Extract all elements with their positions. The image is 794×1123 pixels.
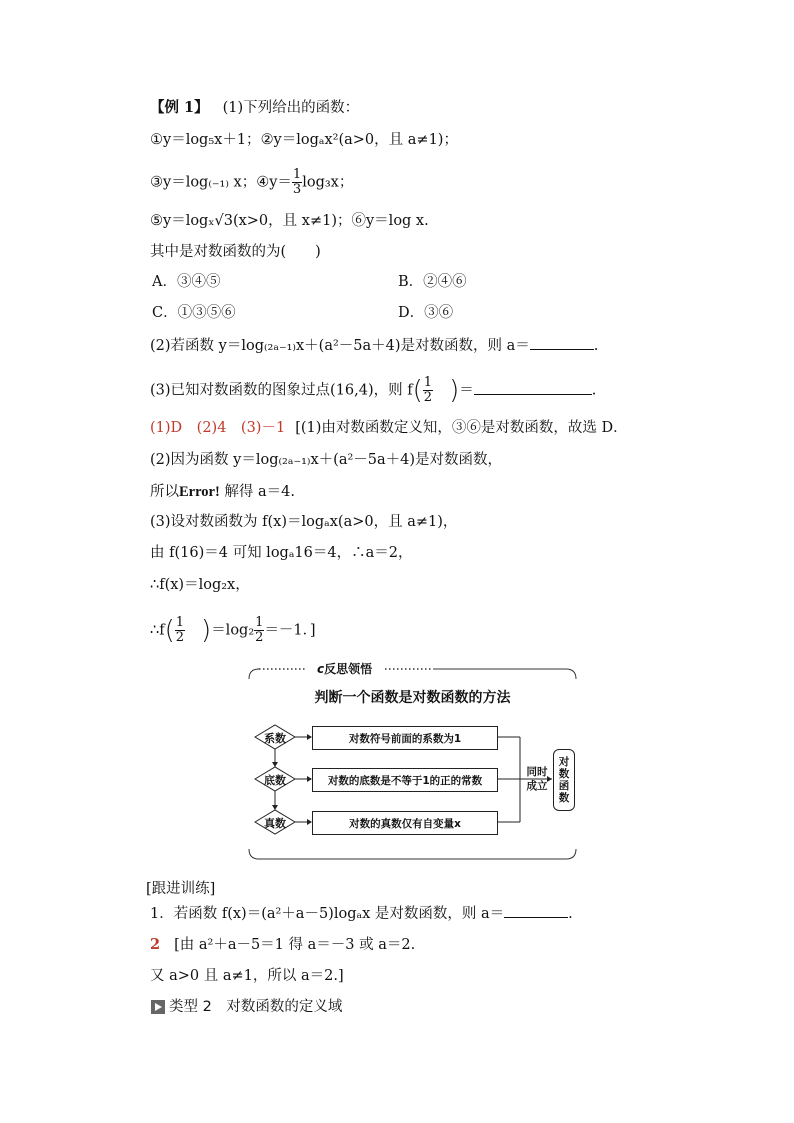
- q1-intro: (1)下列给出的函数：: [222, 100, 360, 116]
- functions-line-2: [150, 168, 353, 197]
- rule-argument: 对数的真数仅有自变量x: [312, 811, 498, 835]
- answer-line-2: (2)因为函数 y＝log₍₂ₐ₋₁₎x＋(a²－5a＋4)是对数函数，: [150, 452, 503, 468]
- section-type-2: [151, 997, 342, 1017]
- practice-answer-2: 又 a>0 且 a≠1，所以 a＝2.]: [150, 968, 344, 984]
- example-intro-line: [150, 98, 359, 118]
- answer-line-4: (3)设对数函数为 f(x)＝logₐx(a>0，且 a≠1)，: [150, 514, 458, 530]
- play-icon: [151, 1000, 165, 1014]
- function-4-suffix: log₃x；: [302, 174, 354, 191]
- answer-line-5: 由 f(16)＝4 可知 logₐ16＝4，∴a＝2，: [150, 545, 413, 561]
- answer-blank-q2: [530, 335, 594, 350]
- question-3: (3)已知对数函数的图象过点(16,4)，则 f( $\frac{1}{2}$ )＝ .: [150, 375, 597, 406]
- method-box-tag: c反思领悟: [313, 660, 376, 677]
- function-1: ①y＝log₅x＋1；: [150, 132, 261, 148]
- rule-base: 对数的底数是不等于1的正的常数: [312, 768, 498, 792]
- fraction-one-half: $\frac{1}{2}$: [423, 375, 433, 405]
- function-4-prefix: ④y＝: [256, 174, 292, 191]
- question-1-stem: 其中是对数函数的为( ): [150, 244, 321, 260]
- result-box: 对 数 函 数: [553, 749, 575, 811]
- error-text: Error!: [179, 484, 220, 500]
- example-tag: 【例 1】: [150, 99, 209, 116]
- method-box-heading: 判断一个函数是对数函数的方法: [314, 690, 511, 706]
- practice-answer-1: 2 [由 a²＋a－5＝1 得 a＝－3 或 a＝2.: [150, 936, 416, 953]
- fraction-one-half-b: $\frac{1}{2}$: [255, 615, 264, 645]
- answer-line-3: 所以Error! 解得 a＝4.: [150, 484, 295, 500]
- answer-line-6: ∴f(x)＝log₂x，: [150, 577, 250, 593]
- answer-blank-practice: [504, 903, 568, 918]
- option-c: C．①③⑤⑥: [152, 305, 236, 321]
- rule-coefficient: 对数符号前面的系数为1: [312, 726, 498, 750]
- answer-line-1: (1)D (2)4 (3)－1 [(1)由对数函数定义知，③⑥是对数函数，故选 D．: [150, 420, 628, 436]
- practice-title: [跟进训练]: [146, 881, 216, 897]
- option-d: D．③⑥: [398, 305, 454, 321]
- answer-summary: (1)D (2)4 (3)－1: [150, 420, 286, 436]
- option-b: B．②④⑥: [398, 274, 467, 290]
- answer-line-7: ∴f( $\frac{1}{2}$ )＝log₂ $\frac{1}{2}$ ＝－1．]: [150, 615, 316, 646]
- function-2: ②y＝logₐx²(a>0，且 a≠1)；: [260, 132, 458, 148]
- function-6: ⑥y＝log x.: [351, 213, 429, 229]
- question-2: (2)若函数 y＝log₍₂ₐ₋₁₎x＋(a²－5a＋4)是对数函数，则 a＝ .: [150, 335, 598, 356]
- fraction-one-third: $\frac{1}{3}$: [292, 167, 302, 197]
- function-5: ⑤y＝logₓ√3(x>0，且 x≠1)；: [150, 213, 352, 229]
- section-label: 类型 2 对数函数的定义域: [169, 999, 343, 1015]
- diamond-argument: 真数: [264, 817, 286, 830]
- simultaneous-label: 同时 成立: [526, 766, 548, 792]
- practice-question-1: 1．若函数 f(x)＝(a²＋a－5)logₐx 是对数函数，则 a＝ .: [150, 903, 573, 924]
- fraction-one-half-a: $\frac{1}{2}$: [175, 615, 185, 645]
- practice-answer-value: 2: [150, 936, 161, 953]
- diamond-coefficient: 系数: [264, 732, 286, 745]
- functions-line-1: [150, 130, 458, 150]
- functions-line-3: [150, 211, 429, 231]
- option-a: A．③④⑤: [152, 274, 221, 290]
- answer-blank-q3: [474, 380, 592, 395]
- function-3: ③y＝log₍₋₁₎ x；: [150, 174, 257, 191]
- method-box: [247, 662, 578, 863]
- diamond-base: 底数: [264, 774, 286, 787]
